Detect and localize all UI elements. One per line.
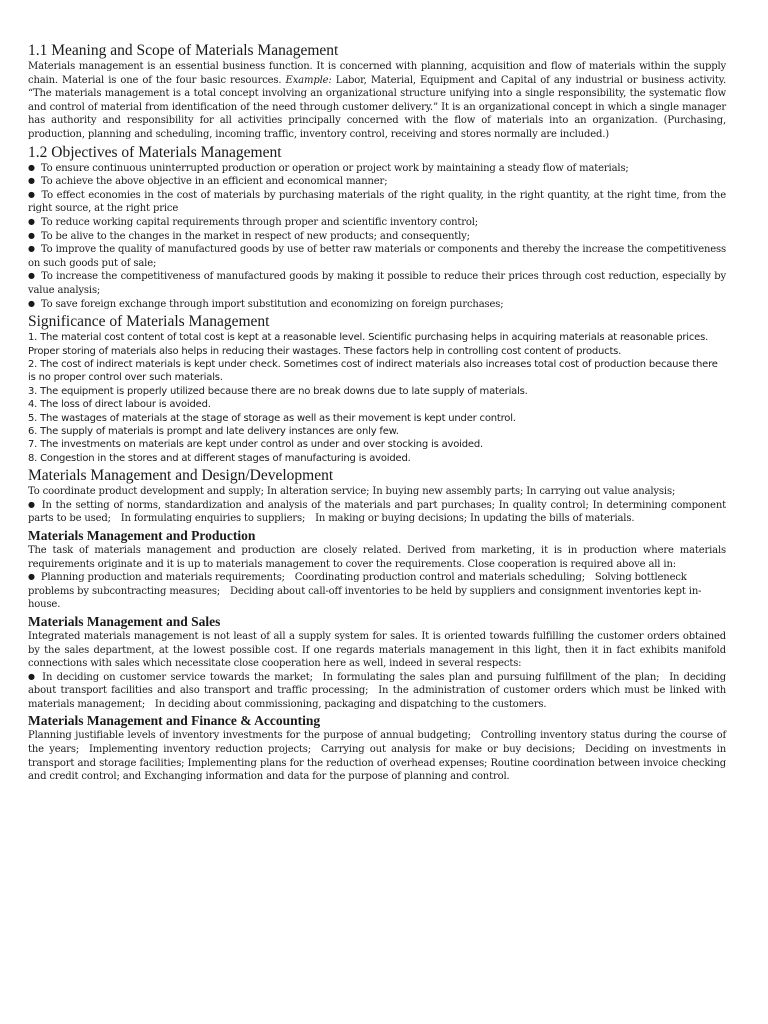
list-item: 6. The supply of materials is prompt and late delivery instances are only few. bbox=[28, 425, 399, 437]
list-item: ● To increase the competitiveness of manufactured goods by making it possible to reduce their prices through cost reduction, especially by value analysis; bbox=[28, 270, 726, 297]
list-item: 5. The wastages of materials at the stage of storage as well as their movement is kept under control. bbox=[28, 412, 516, 424]
paragraph-design-points: ● In the setting of norms, standardization and analysis of the materials and part purchases; In quality control; In determining component parts to be used; In formulating enquiries to suppliers; In making or buying decisions; In updating the bills of materials. bbox=[28, 499, 726, 526]
list-item: ● To ensure continuous uninterrupted production or operation or project work by maintaining a steady flow of materials; bbox=[28, 162, 726, 176]
significance-list bbox=[28, 331, 726, 465]
objectives-list bbox=[28, 162, 726, 312]
paragraph-production-intro: The task of materials management and production are closely related. Derived from marketing, it is in production where materials requirements originate and it is up to materials management to cover the requirements. Close cooperation is required above all in: bbox=[28, 544, 726, 570]
paragraph-finance-accounting: Planning justifiable levels of inventory investments for the purpose of annual budgeting; Controlling inventory status during the course of the years; Implementing inventory reduction projects; Carrying out analysis for make or buy decisions; Deciding on investments in transport and storage facilities; Implementing plans for the reduction of overhead expenses; Routine coordination between invoice checking and credit control; and Exchanging information and data for the purpose of planning and control. bbox=[28, 730, 726, 783]
list-item: 4. The loss of direct labour is avoided. bbox=[28, 399, 211, 411]
list-item: ● To be alive to the changes in the market in respect of new products; and consequently; bbox=[28, 230, 726, 244]
paragraph-design-intro: To coordinate product development and supply; In alteration service; In buying new assembly parts; In carrying out value analysis; bbox=[28, 486, 676, 498]
example-label: Example: bbox=[285, 74, 332, 86]
list-item: ● To save foreign exchange through import substitution and economizing on foreign purchases; bbox=[28, 298, 726, 312]
list-item: 3. The equipment is properly utilized because there are no break downs due to late supply of materials. bbox=[28, 385, 528, 397]
list-item: ● To achieve the above objective in an efficient and economical manner; bbox=[28, 175, 726, 189]
paragraph-sales-intro: Integrated materials management is not least of all a supply system for sales. It is oriented towards fulfilling the customer orders obtained by the sales department, at the lowest possible cost. If one regards materials management in this light, then it in fact exhibits manifold connections with sales which necessitate close cooperation here as well, indeed in several respects: bbox=[28, 630, 726, 670]
list-item: 1. The material cost content of total cost is kept at a reasonable level. Scientific purchasing helps in acquiring materials at reasonable prices. Proper storing of materials also helps in reducing their wastages. These factors help in controlling cost content of products. bbox=[28, 332, 709, 357]
heading-design-development: Materials Management and Design/Development bbox=[28, 467, 334, 485]
heading-meaning-scope: 1.1 Meaning and Scope of Materials Management bbox=[28, 42, 339, 59]
heading-sales: Materials Management and Sales bbox=[28, 613, 221, 629]
heading-significance: Significance of Materials Management bbox=[28, 313, 270, 331]
list-item: ● To reduce working capital requirements through proper and scientific inventory control; bbox=[28, 216, 726, 230]
list-item: ● To effect economies in the cost of materials by purchasing materials of the right quality, in the right quantity, at the right time, from the right source, at the right price bbox=[28, 189, 726, 216]
text-part: Materials management is an essential business function. It is concerned with planning, acquisition and flow of materials within the supply chain. Material is one of the four basic resources. bbox=[28, 61, 726, 86]
paragraph-meaning-scope bbox=[28, 60, 726, 142]
heading-finance-accounting: Materials Management and Finance & Accounting bbox=[28, 713, 321, 729]
document-page bbox=[28, 40, 726, 784]
list-item: 2. The cost of indirect materials is kept under check. Sometimes cost of indirect materials also increases total cost of production because there is no proper control over such materials. bbox=[28, 358, 718, 384]
list-item: 7. The investments on materials are kept under control as under and over stocking is avoided. bbox=[28, 439, 483, 451]
text-part: Labor, Material, Equipment and Capital of any industrial or business activity. “The materials management is a total concept involving an organizational structure unifying into a single responsibility, the systematic flow and control of material from identification of the need through customer delivery.” It is an organizational concept in which a single manager has authority and responsibility for all activities principally concerned with the flow of materials into an organization. (Purchasing, production, planning and scheduling, incoming traffic, inventory control, receiving and stores normally are included.) bbox=[28, 74, 726, 140]
heading-objectives: 1.2 Objectives of Materials Management bbox=[28, 143, 282, 161]
paragraph-sales-points: ● In deciding on customer service towards the market; In formulating the sales plan and pursuing fulfillment of the plan; In deciding about transport facilities and also transport and traffic processing; In the administration of customer orders which must be linked with materials management; In deciding about commissioning, packaging and dispatching to the customers. bbox=[28, 671, 726, 712]
heading-production: Materials Management and Production bbox=[28, 527, 256, 543]
list-item: 8. Congestion in the stores and at different stages of manufacturing is avoided. bbox=[28, 452, 411, 464]
list-item: ● To improve the quality of manufactured goods by use of better raw materials or components and thereby the increase the competitiveness on such goods put of sale; bbox=[28, 243, 726, 270]
paragraph-production-points: ● Planning production and materials requirements; Coordinating production control and materials scheduling; Solving bottleneck problems by subcontracting measures; Deciding about call-off inventories to be held by suppliers and consignment inventories kept in-house. bbox=[28, 571, 726, 612]
